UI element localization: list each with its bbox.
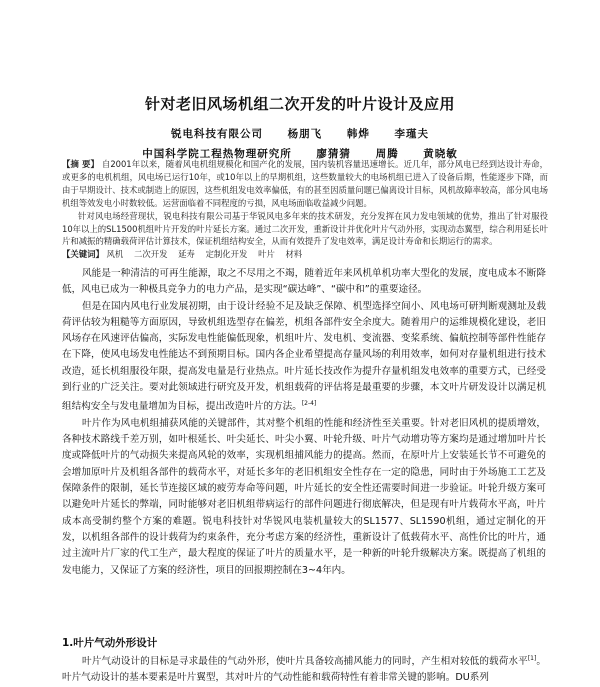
keyword: 材料 (285, 249, 303, 259)
abstract (62, 158, 548, 248)
body-text (62, 266, 546, 579)
abstract-label: 【摘 要】 (62, 159, 100, 169)
keyword: 叶片 (258, 249, 275, 259)
body-paragraph-3: 叶片作为风电机组捕获风能的关键部件，其对整个机组的性能和经济性至关重要。针对老旧风机的提质增效，各种技术路线千差万别，如叶根延长、叶尖延长、叶尖小翼、叶轮升级、叶片气动增功等方案均是通过增加叶片长度或降低叶片的气动损失来提高风轮的效率，实现机组捕风能力的提高。然而，在原叶片上安装延长节不可避免的会增加原叶片及机组各部件的载荷水平，对延长多年的老旧机组安全性存在一定的隐患，同时由于外场施工工艺及保障条件的限制，延长节连接区域的疲劳寿命等问题，叶片延长的安全性还需要时间进一步验证。叶轮升级方案可以避免叶片延长的弊端，同时能够对老旧机组带病运行的部件问题进行彻底解决，但是现有叶片载荷水平高，叶片成本高受制约整个方案的难题。锐电科技针对华锐风电装机量较大的SL1577、SL1590机组，通过定制化的开发，以机组各部件的设计载荷为约束条件，充分考虑方案的经济性，重新设计了低载荷水平、高性价比的叶片，通过主流叶片厂家的代工生产，最大程度的保证了叶片的质量水平，是一种新的叶轮升级解决方案。既提高了机组的发电能力，又保证了方案的经济性，项目的回报期控制在3~4年内。 (62, 417, 546, 576)
author-name: 黄晓敏 (423, 148, 458, 160)
author-name: 周腾 (375, 148, 399, 160)
author-line-1 (0, 126, 600, 141)
section-heading: 1.叶片气动外形设计 (62, 637, 158, 649)
section-1-text (62, 651, 546, 687)
abstract-text-1: 自2001年以来，随着风电机组规模化和国产化的发展，国内装机容量迅速增长。近几年，部分风电已经到达设计寿命，或更多的电机机组，风电场已运行10年，或10年以上的早期机组，这些数量较大的电场机组已进入了设备后期，性能逐步下降，而由于早期设计、技术或制造上的原因，这些机组发电效率偏低，有的甚至因质量问题已偏离设计目标，风机故障率较高，部分风电场机组等效发电小时数较低。运营面临着不同程度的亏损，风电场面临收益减少问题。 (62, 159, 548, 208)
section-1-paragraph (62, 651, 546, 687)
body-paragraph-2 (62, 299, 546, 416)
keyword: 二次开发 (133, 249, 168, 259)
affiliation-2: 中国科学院工程热物理研究所 (142, 148, 292, 160)
body-paragraph-2-text: 但是在国内风电行业发展初期，由于设计经验不足及缺乏保障、机型选择空间小、风电场可研判断观测址及载荷评估较为粗糙等方面原因，导致机组选型存在偏差，机组各部件安全余度大。随着用户的运维规模化建设，老旧风场存在风速评估偏高，实际发电性能偏低现象，机组叶片、发电机、变流器、变桨系统、偏航控制等部件性能存在下降，使风电场发电性能达不到预期目标。国内各企业希望提高存量风场的利用效率，如何对存量机组进行技术改造，延长机组服役年限，提高发电量是行业热点。叶片延长技改作为提升存量机组发电效率的重要方式，已经受到行业的广泛关注。要对此领域进行研究及开发，机组载荷的评估将是最重要的步骤，本文叶片研发设计以满足机组结构安全与发电量增加为目标，提出改造叶片的方法。 (62, 300, 546, 413)
author-name: 廖猜猜 (316, 148, 351, 160)
author-name: 韩烨 (346, 128, 370, 140)
affiliation-1: 锐电科技有限公司 (171, 128, 264, 140)
keyword: 风机 (106, 249, 124, 259)
keywords (62, 248, 548, 260)
abstract-text-2: 针对风电场经营现状，锐电科技有限公司基于华锐风电多年来的技术研发，充分发挥在风力发电领域的优势，推出了针对服役10年以上的SL1500机组叶片开发的叶片延长方案。通过二次开发，重新设计并优化叶片气动外形，实现动态翼型，综合利用延长叶片和减振的精确载荷评估计算技术，保证机组结构安全，从而有效提升了发电效率，满足设计寿命和长期运行的需求。 (62, 210, 548, 247)
section-1-text-b: 。叶片气动设计的基本要素是叶片翼型，其对叶片的气动性能和载荷特性有着非常关键的影响。DU系列 (62, 656, 547, 684)
author-name: 李瑾夫 (394, 128, 429, 140)
citation-ref: [1] (527, 655, 537, 662)
body-paragraph-1: 风能是一种清洁的可再生能源，取之不尽用之不竭，随着近年来风机单机功率大型化的发展，度电成本不断降低，风电已成为一种极具竞争力的电力产品，是实现“碳达峰”、“碳中和”的重要途径。 (62, 268, 546, 296)
author-name: 杨朋飞 (287, 128, 323, 140)
keywords-label: 【关键词】 (62, 249, 104, 259)
section-1-text-a: 叶片气动设计的目标是寻求最佳的气动外形，使叶片具备较高捕风能力的同时，产生相对较低的载荷水平 (82, 656, 528, 668)
keyword: 定制化开发 (205, 249, 248, 259)
paper-title: 针对老旧风场机组二次开发的叶片设计及应用 (144, 95, 455, 113)
keyword: 延寿 (178, 249, 195, 259)
citation-ref: [2-4] (301, 400, 317, 408)
